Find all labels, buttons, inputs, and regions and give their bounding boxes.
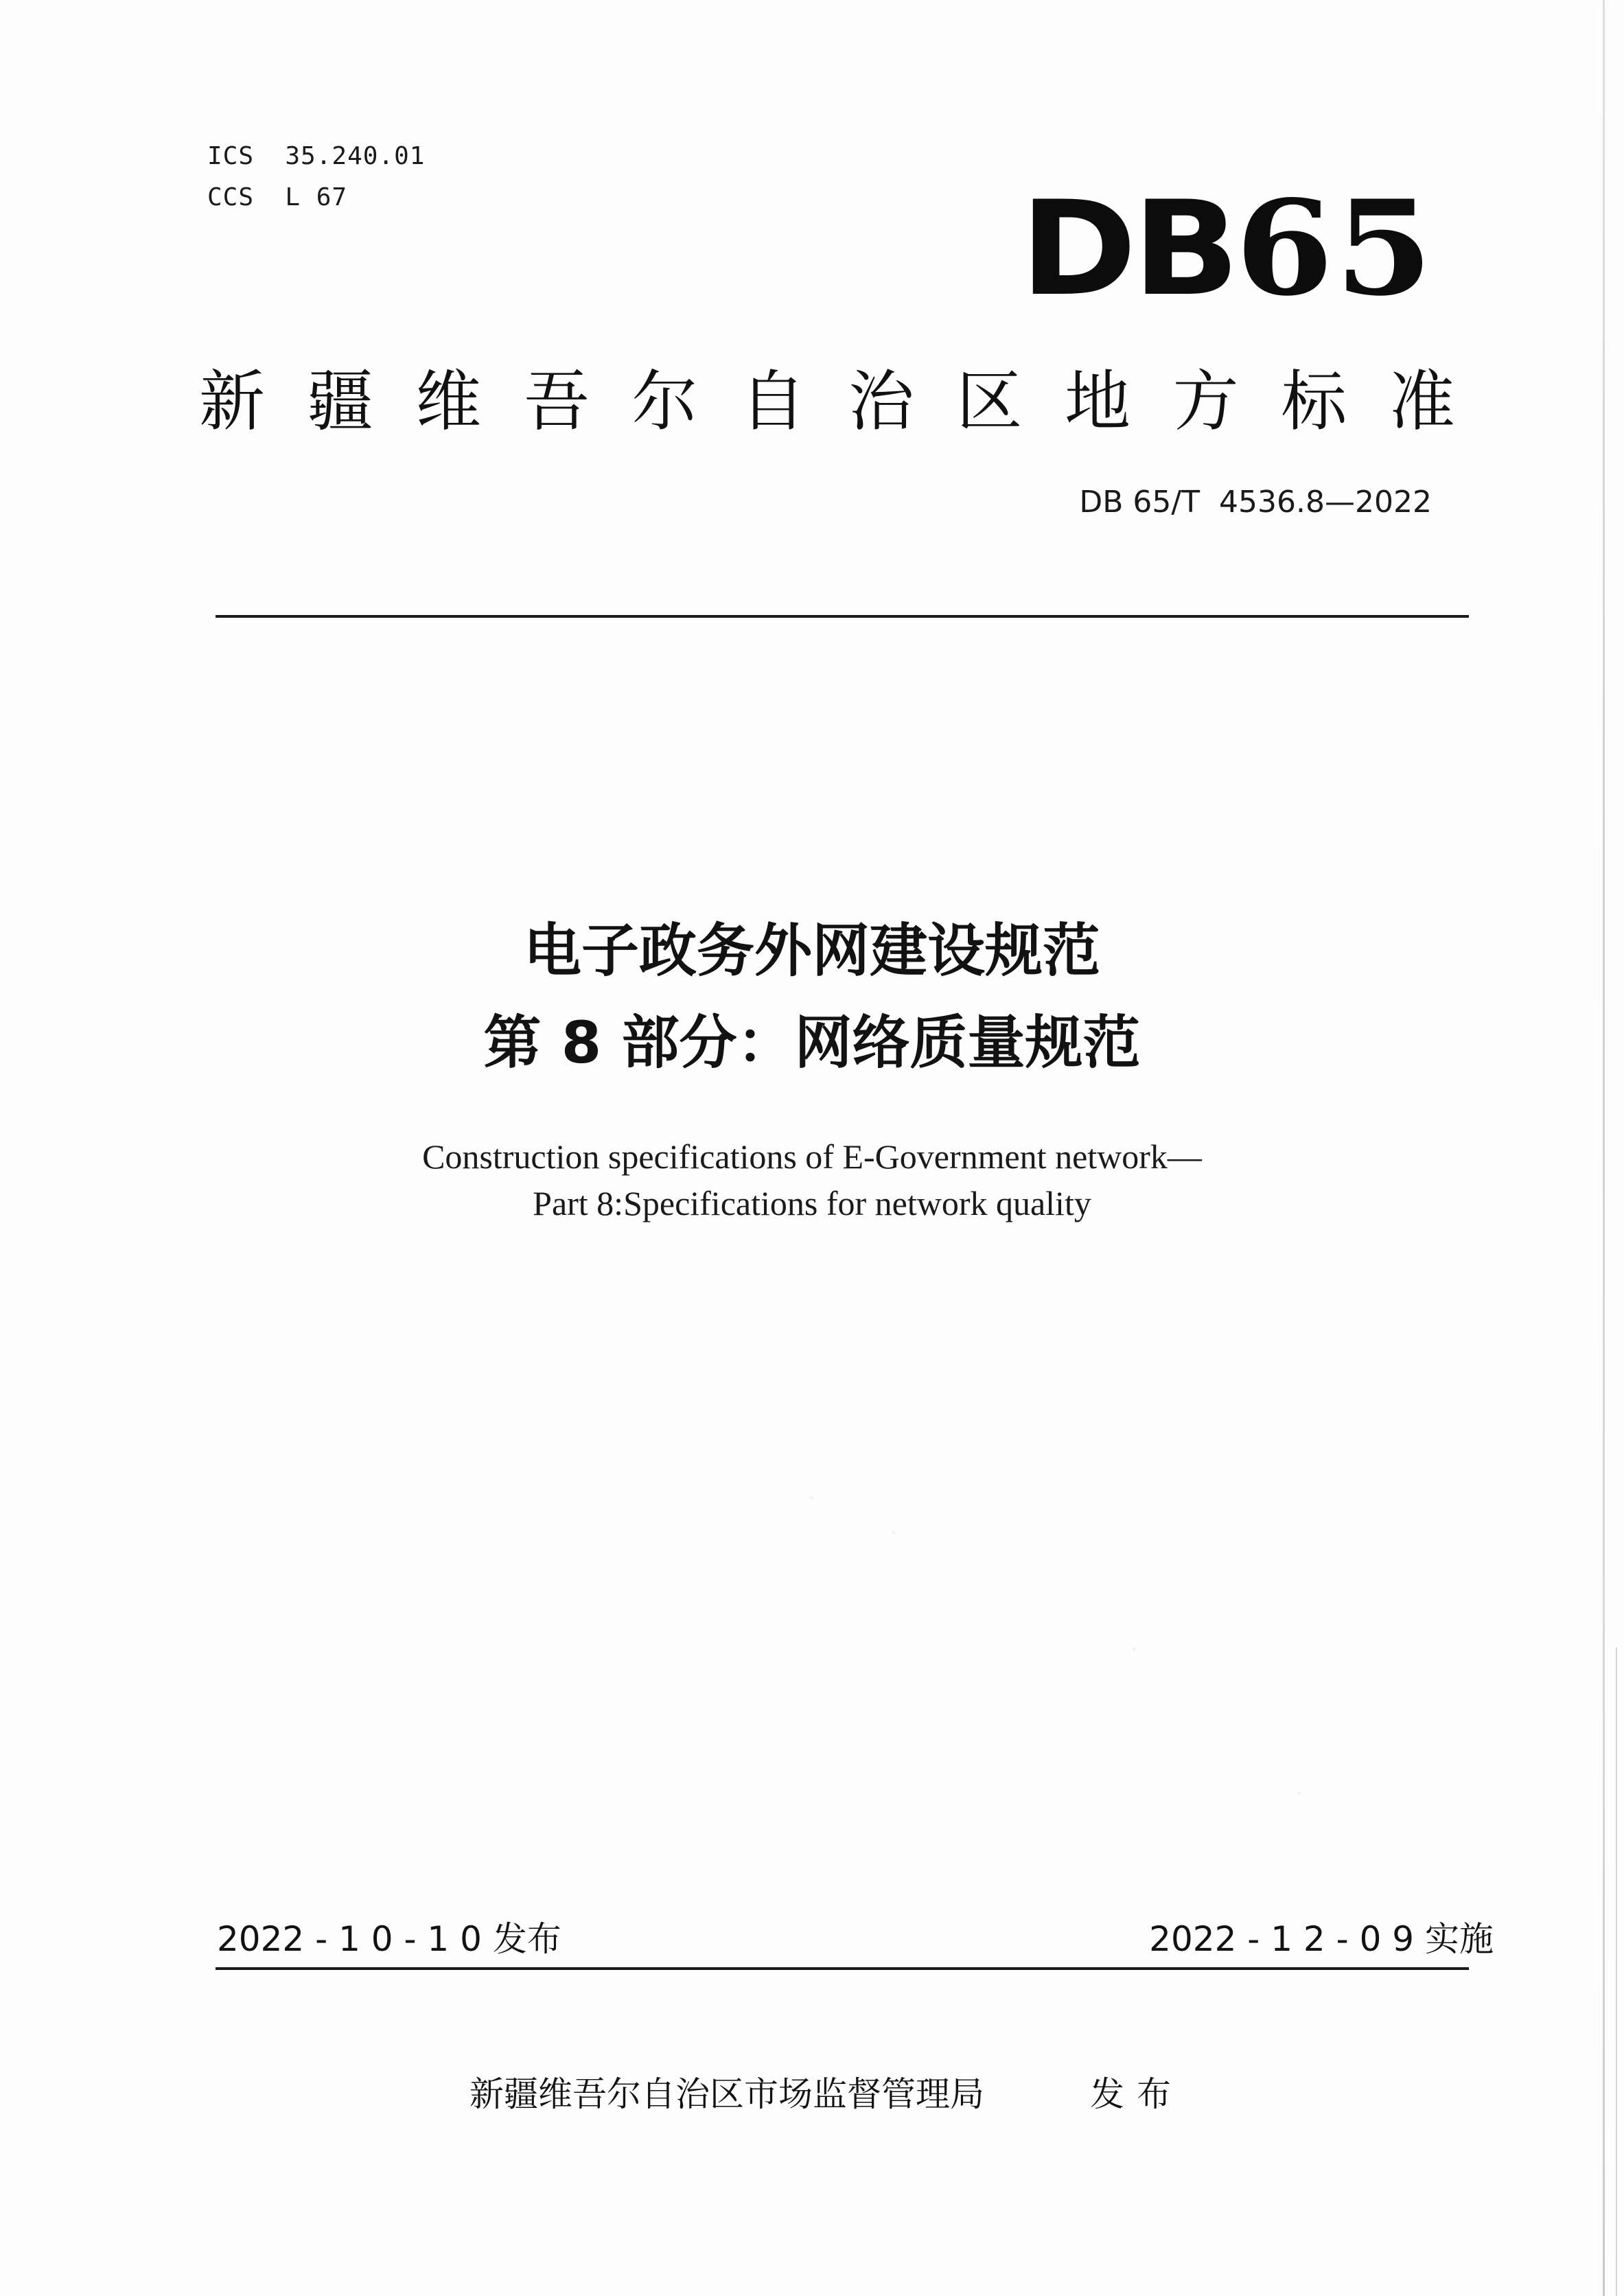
publish-date: 2022 - 1 0 - 1 0 发布 <box>217 1919 561 1959</box>
implement-date: 2022 - 1 2 - 0 9 实施 <box>1149 1919 1494 1959</box>
header-divider <box>216 615 1469 618</box>
scan-speck <box>1133 1647 1136 1651</box>
standard-type-heading <box>199 357 1455 446</box>
title-en-line2: Part 8:Specifications for network quality <box>533 1184 1091 1222</box>
heading-char: 治 <box>848 363 914 440</box>
ccs-code: CCS L 67 <box>207 183 348 211</box>
issuing-authority: 新疆维吾尔自治区市场监督管理局 <box>469 2074 984 2114</box>
heading-char: 尔 <box>631 363 698 440</box>
heading-char: 标 <box>1281 363 1347 440</box>
heading-char: 吾 <box>523 363 590 440</box>
heading-char: 准 <box>1389 363 1455 440</box>
scan-edge-shadow-lower <box>1616 1647 1617 2296</box>
heading-char: 方 <box>1172 363 1239 440</box>
standard-number: DB 65/T 4536.8—2022 <box>1079 485 1432 520</box>
footer-divider <box>216 1967 1469 1970</box>
ics-code: ICS 35.240.01 <box>207 142 426 170</box>
scan-speck <box>892 1531 896 1534</box>
classification-codes <box>207 136 425 218</box>
issue-label: 发布 <box>1090 2074 1183 2114</box>
logo-number: 65 <box>1235 172 1435 325</box>
heading-char: 自 <box>740 363 807 440</box>
heading-char: 维 <box>415 363 482 440</box>
heading-char: 新 <box>199 363 265 440</box>
title-cn-line1: 电子政务外网建设规范 <box>523 917 1100 984</box>
title-cn-line2: 第 8 部分：网络质量规范 <box>483 1009 1141 1076</box>
title-en-line1: Construction specifications of E-Government network— <box>422 1137 1202 1176</box>
db65-logo <box>1020 172 1435 325</box>
heading-char: 地 <box>1065 363 1130 440</box>
logo-letters: DB <box>1020 173 1236 325</box>
heading-char: 区 <box>956 363 1023 440</box>
scan-speck <box>1297 1791 1301 1795</box>
heading-char: 疆 <box>307 363 373 440</box>
scan-speck <box>810 1496 813 1500</box>
